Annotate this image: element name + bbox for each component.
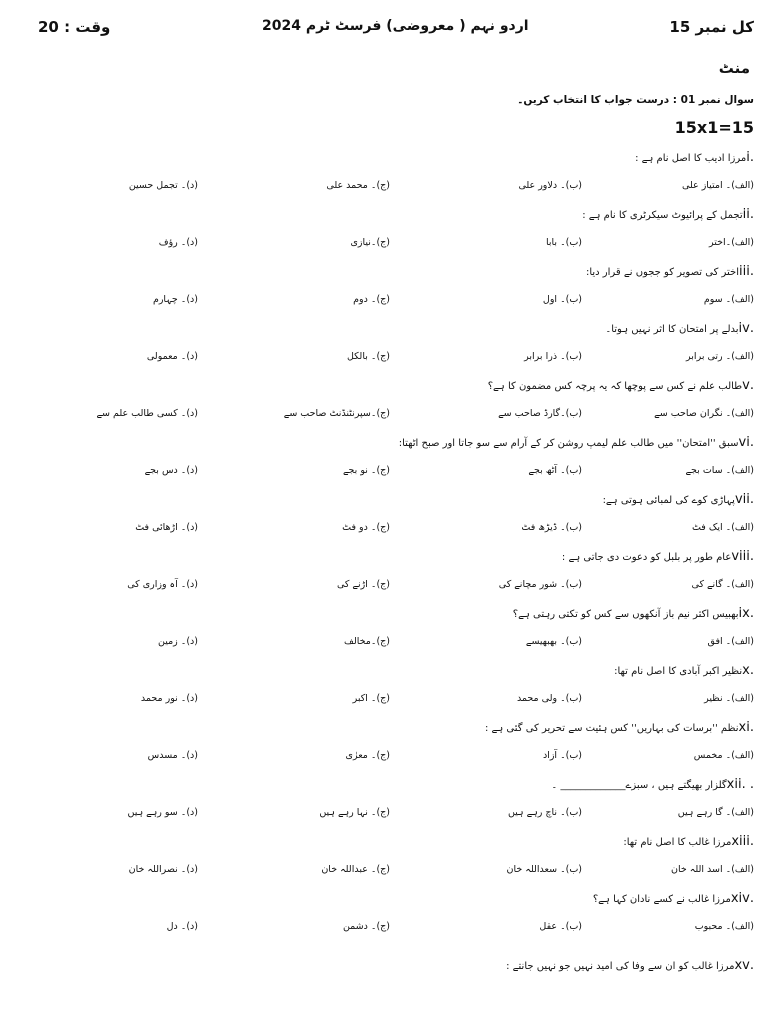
question-list — [0, 150, 768, 1005]
question-item — [0, 549, 768, 606]
marks-formula: 15x1=15 — [674, 118, 754, 137]
answer-option: (ج)۔ عبداللہ خان — [321, 864, 390, 875]
question-item — [0, 891, 768, 948]
question-text — [635, 150, 754, 165]
answer-option: (د)۔ نصراللہ خان — [128, 864, 198, 875]
question-item — [0, 720, 768, 777]
answer-option: (ب)۔ سعداللہ خان — [506, 864, 582, 875]
answer-option: (ج)۔ دوم — [353, 294, 390, 305]
answer-option: (ج)۔ محمد علی — [326, 180, 390, 191]
question-number: .xiv — [730, 891, 754, 906]
question-text — [614, 663, 754, 678]
answer-option: (ب)۔ بھبھیسے — [525, 636, 582, 647]
answer-option: (الف)۔اختر — [709, 237, 754, 248]
answer-option: (الف)۔ رتی برابر — [686, 351, 754, 362]
question-text — [582, 207, 754, 222]
question-number: .vi — [738, 435, 754, 450]
answer-option: (الف)۔ افق — [707, 636, 754, 647]
question-text — [623, 834, 754, 849]
answer-option: (ب)۔ دلاور علی — [518, 180, 582, 191]
answer-option: (الف)۔ نگران صاحب سے — [654, 408, 754, 419]
question-item — [0, 663, 768, 720]
question-item — [0, 321, 768, 378]
question-number: .ii — [742, 207, 754, 222]
answer-option: (د)۔ اڑھائی فٹ — [135, 522, 198, 533]
answer-option: (ب)۔ بابا — [545, 237, 582, 248]
answer-option: (الف)۔ سوم — [703, 294, 754, 305]
answer-option: (ج)۔ دو فٹ — [342, 522, 390, 533]
question-number: . .xii — [726, 777, 754, 792]
answer-option: (ج)۔ اکبر — [352, 693, 390, 704]
question-text — [488, 378, 754, 393]
answer-option: (الف)۔ مخمس — [693, 750, 754, 761]
answer-option: (ج)۔مخالف — [344, 636, 390, 647]
answer-option: (ب)۔ ذرا برابر — [524, 351, 582, 362]
question-number: .xv — [734, 958, 754, 973]
question-body: تجمل کے پرائیوٹ سیکرٹری کا نام ہے : — [582, 210, 743, 221]
question-item — [0, 264, 768, 321]
answer-option: (د)۔ سو رہے ہیں — [127, 807, 198, 818]
answer-option: (ب)۔ آزاد — [542, 750, 582, 761]
question-text — [605, 321, 754, 336]
answer-option: (د)۔ آہ وزاری کی — [127, 579, 198, 590]
answer-option: (د)۔ کسی طالب علم سے — [96, 408, 198, 419]
question-text — [506, 958, 754, 973]
answer-option: (ج)۔ نو بجے — [342, 465, 390, 476]
question-number: .vii — [734, 492, 754, 507]
question-number: .xiii — [731, 834, 754, 849]
question-number: .xi — [738, 720, 754, 735]
question-body: طالب علم نے کس سے پوچھا کہ یہ پرچہ کس مضمون کا ہے؟ — [487, 381, 743, 392]
question-text — [586, 264, 754, 279]
question-item — [0, 150, 768, 207]
question-body: اختر کی تصویر کو ججوں نے قرار دیا: — [585, 267, 740, 278]
question-body: مرزا ادیب کا اصل نام ہے : — [635, 153, 747, 164]
answer-option: (ج)۔ بالکل — [346, 351, 390, 362]
question-number: .v — [742, 378, 754, 393]
answer-option: (د)۔ رؤف — [158, 237, 198, 248]
question-body: نظم ''برسات کی بہاریں'' کس ہئیت سے تحریر کی گئی ہے : — [484, 723, 739, 734]
question-body: مرزا غالب نے کسے نادان کہا ہے؟ — [592, 894, 731, 905]
answer-option: (د)۔ مسدس — [147, 750, 198, 761]
answer-option: (د)۔ زمین — [157, 636, 198, 647]
answer-option: (ج)۔ اڑنے کی — [336, 579, 390, 590]
question-item — [0, 834, 768, 891]
answer-option: (الف)۔ ایک فٹ — [691, 522, 754, 533]
answer-option: (ب)۔ ناچ رہے ہیں — [507, 807, 582, 818]
answer-option: (ب)۔ ولی محمد — [516, 693, 582, 704]
answer-option: (الف)۔ گانے کی — [691, 579, 754, 590]
answer-option: (ب)۔ آٹھ بجے — [528, 465, 582, 476]
question-body: بھبیس اکثر نیم باز آنکھوں سے کس کو تکتی رہتی ہے؟ — [512, 609, 739, 620]
answer-option: (الف)۔ محبوب — [694, 921, 754, 932]
answer-option: (ب)۔ ڈیڑھ فٹ — [521, 522, 582, 533]
answer-option: (ج)۔ نہا رہے ہیں — [319, 807, 390, 818]
answer-option: (الف)۔ سات بجے — [685, 465, 754, 476]
time-allowed: وقت : 20 — [38, 18, 111, 36]
question-item — [0, 378, 768, 435]
answer-option: (ج)۔ دشمن — [342, 921, 390, 932]
answer-option: (د)۔ دل — [166, 921, 198, 932]
answer-option: (ج)۔سپرنٹنڈنٹ صاحب سے — [283, 408, 390, 419]
answer-option: (د)۔ دس بجے — [144, 465, 198, 476]
answer-option: (الف)۔ گا رہے ہیں — [677, 807, 754, 818]
question-number: .i — [746, 150, 754, 165]
answer-option: (ب)۔ شور مچانے کی — [498, 579, 582, 590]
question-number: .iv — [738, 321, 754, 336]
answer-option: (د)۔ چہارم — [152, 294, 198, 305]
question-text — [485, 720, 754, 735]
answer-option: (الف)۔ نظیر — [704, 693, 754, 704]
answer-option: (ج)۔ معرٰی — [345, 750, 390, 761]
total-marks: کل نمبر 15 — [669, 18, 754, 36]
question-number: .viii — [731, 549, 754, 564]
question-item — [0, 492, 768, 549]
instruction: سوال نمبر 01 : درست جواب کا انتخاب کریں۔ — [517, 94, 754, 106]
question-body: نظیر اکبر آبادی کا اصل نام تھا: — [614, 666, 743, 677]
question-body: بدلے پر امتحان کا اثر نہیں ہوتا۔ — [605, 324, 739, 335]
answer-option: (د)۔ نور محمد — [140, 693, 198, 704]
question-text — [513, 606, 754, 621]
answer-option: (ب)۔گارڈ صاحب سے — [498, 408, 582, 419]
question-number: .ix — [738, 606, 754, 621]
question-item — [0, 435, 768, 492]
question-body: پہاڑی کوے کی لمبائی ہوتی ہے: — [602, 495, 735, 506]
answer-option: (ج)۔نیازی — [350, 237, 390, 248]
question-body: سبق ''امتحان'' میں طالب علم لیمپ روشن کر کے آرام سے سو جاتا اور صبح اٹھتا: — [398, 438, 739, 449]
question-body: مرزا غالب کو ان سے وفا کی امید نہیں جو نہیں جانتے : — [506, 961, 735, 972]
question-item — [0, 207, 768, 264]
answer-option: (د)۔ تجمل حسین — [128, 180, 198, 191]
question-item — [0, 606, 768, 663]
answer-option: (الف)۔ امتیاز علی — [681, 180, 754, 191]
question-body: مرزا غالب کا اصل نام تھا: — [623, 837, 732, 848]
question-text — [603, 492, 754, 507]
question-text — [399, 435, 754, 450]
answer-option: (د)۔ معمولی — [146, 351, 198, 362]
question-text — [562, 549, 754, 564]
answer-option: (ب)۔ عقل — [539, 921, 582, 932]
question-number: .iii — [739, 264, 754, 279]
question-item — [0, 777, 768, 834]
answer-option: (ب)۔ اول — [542, 294, 582, 305]
question-body: گلزار بھیگتے ہیں ، سبزے_____________ ۔ — [551, 780, 727, 791]
time-unit: منٹ — [718, 59, 750, 77]
question-text — [551, 777, 754, 792]
exam-title: اردو نہم ( معروضی) فرسٹ ٹرم 2024 — [262, 18, 529, 34]
answer-option: (الف)۔ اسد اللہ خان — [671, 864, 754, 875]
question-number: .x — [742, 663, 754, 678]
question-item — [0, 948, 768, 1005]
question-body: عام طور پر بلبل کو دعوت دی جاتی ہے : — [561, 552, 732, 563]
question-text — [593, 891, 754, 906]
